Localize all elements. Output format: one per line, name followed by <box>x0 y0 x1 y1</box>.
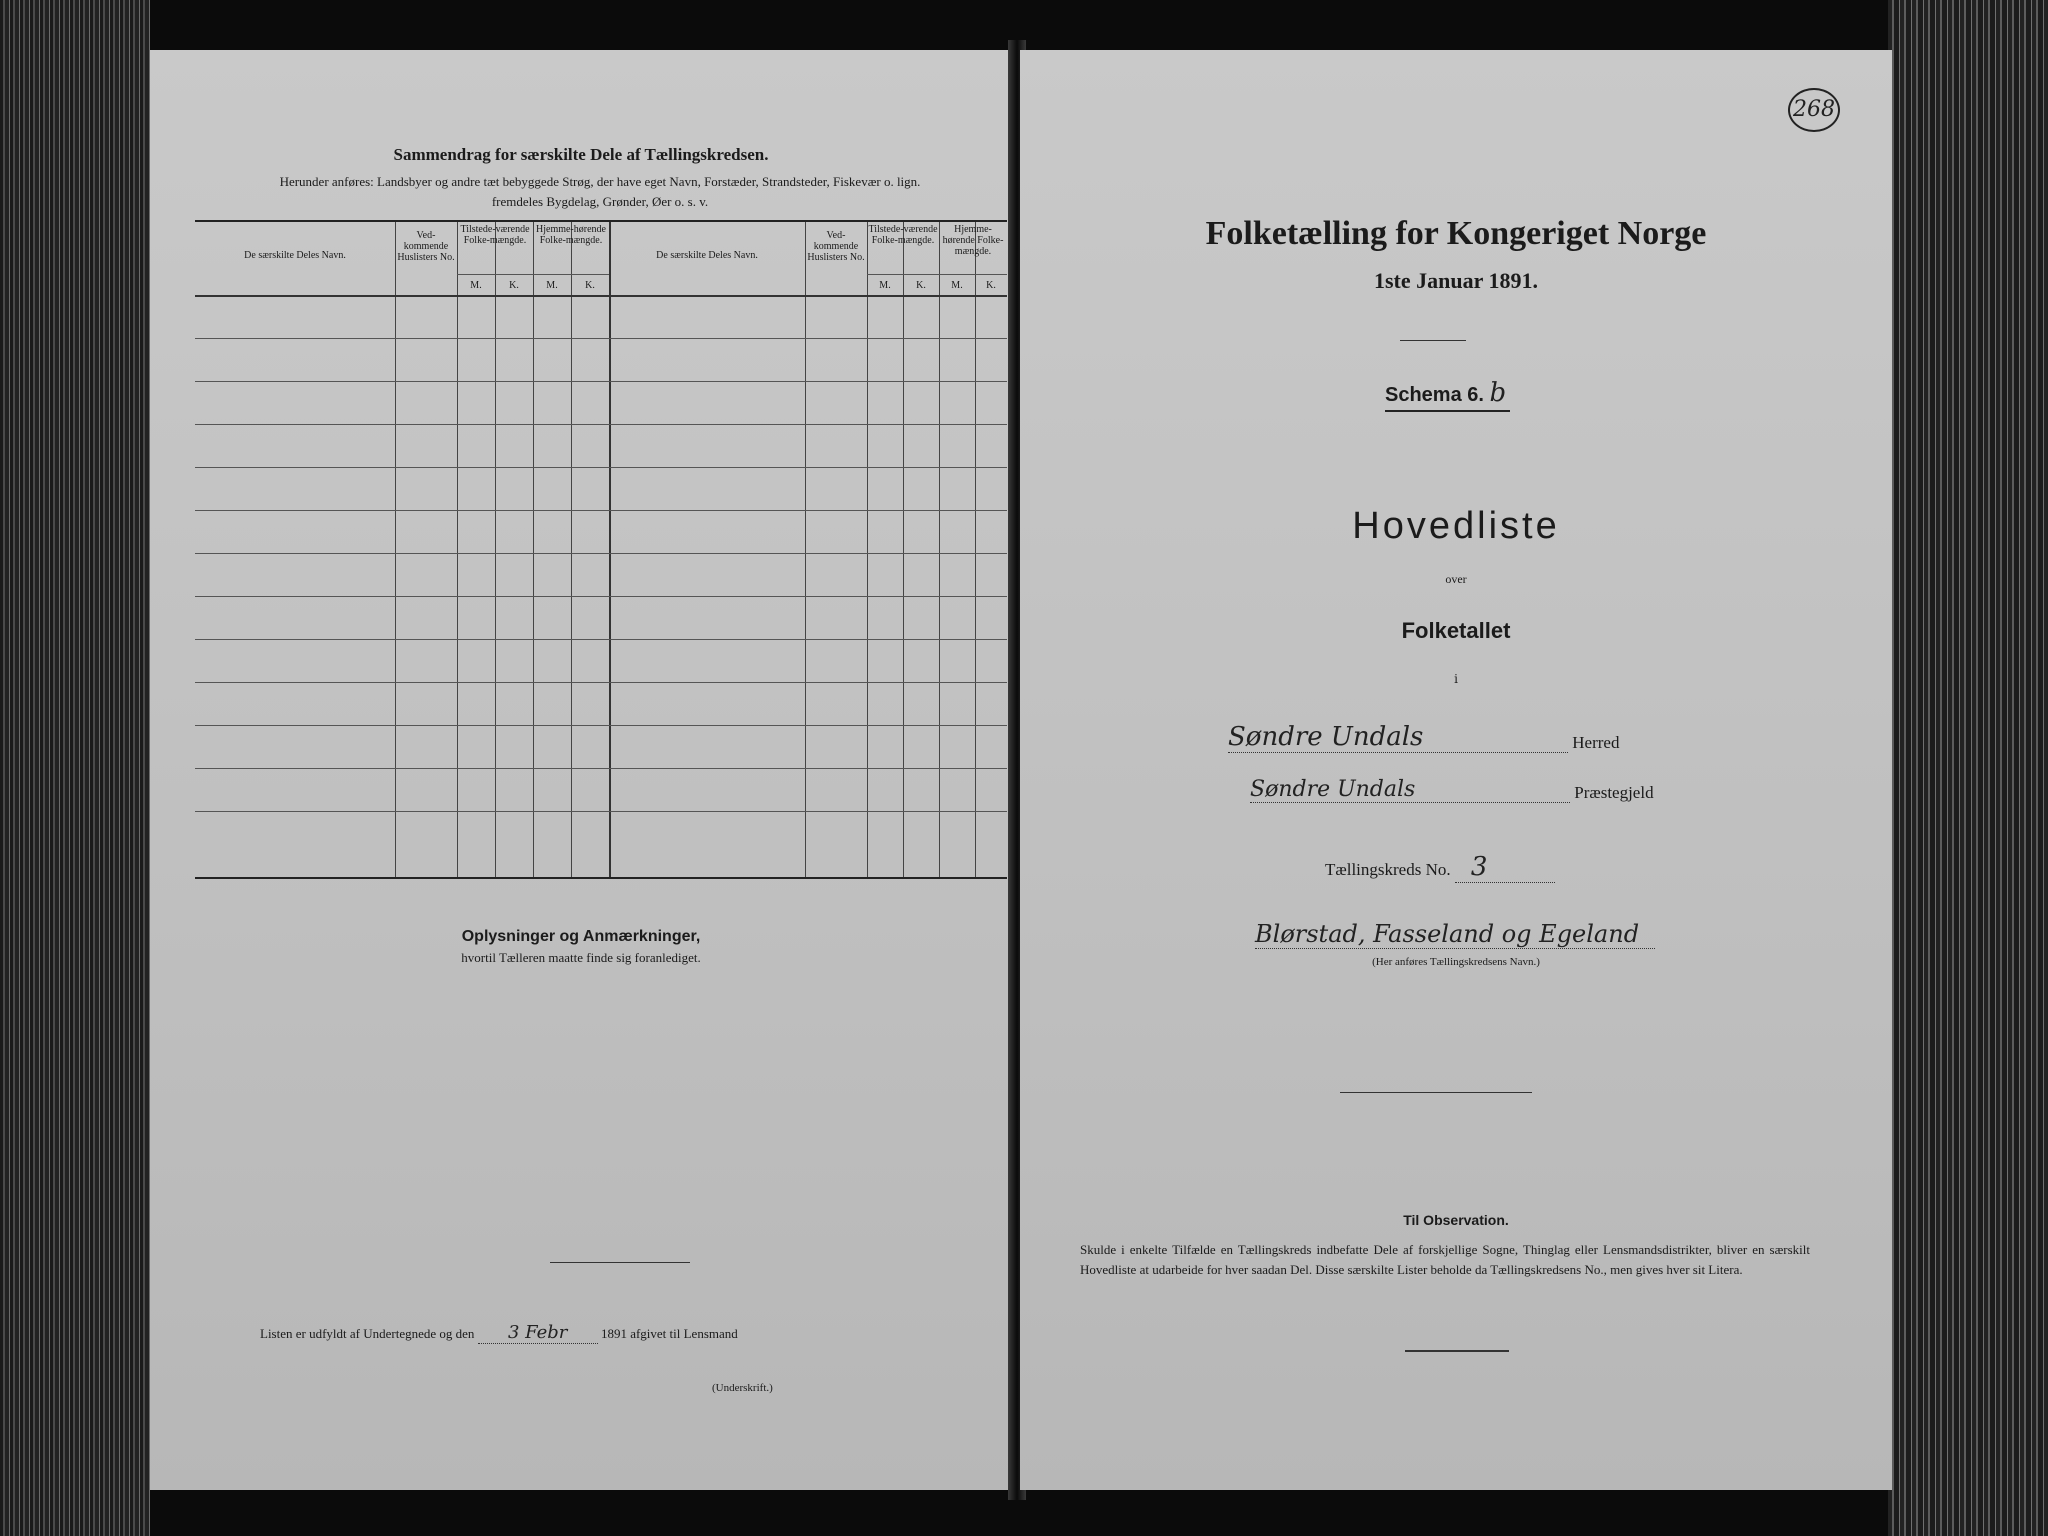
table-row <box>195 596 1007 597</box>
kreds-name-field <box>1255 920 1655 949</box>
table-row <box>195 639 1007 640</box>
header-tilstede: Tilstede-værende Folke-mængde. <box>868 224 938 246</box>
footer-date: 3 Febr <box>507 1322 568 1343</box>
table-row <box>195 424 1007 425</box>
herred-line <box>1228 722 1668 753</box>
kreds-field <box>1455 852 1555 883</box>
schema-suffix: b <box>1489 378 1507 408</box>
header-m: M. <box>879 280 891 291</box>
summary-subtitle <box>200 172 1000 212</box>
table-col-divider <box>805 222 806 877</box>
header-k: K. <box>986 280 996 291</box>
header-huslister: Ved-kommende Huslisters No. <box>807 230 865 263</box>
table-row <box>195 553 1007 554</box>
summary-title: Sammendrag for særskilte Dele af Tællingskredsen. <box>393 145 769 164</box>
table-row <box>195 682 1007 683</box>
footer-line <box>260 1322 980 1344</box>
i-text: i <box>1454 672 1458 686</box>
page-number <box>1788 88 1840 132</box>
table-row <box>195 811 1007 812</box>
header-m: M. <box>546 280 558 291</box>
herred-label: Herred <box>1572 733 1620 752</box>
summary-subtitle-line1: Herunder anføres: Landsbyer og andre tæt bebyggede Strøg, der have eget Navn, Forstæder, Strandsteder, Fiskevær o. lign. <box>279 174 921 189</box>
notes-subtitle: hvortil Tælleren maatte finde sig foranlediget. <box>461 950 701 965</box>
kreds-line <box>1325 852 1555 883</box>
header-tilstede: Tilstede-værende Folke-mængde. <box>460 224 530 246</box>
subheader-rule <box>457 274 609 275</box>
prestegjeld-value: Søndre Undals <box>1250 777 1416 802</box>
table-col-divider <box>533 222 534 877</box>
table-row <box>195 725 1007 726</box>
observation-text: Skulde i enkelte Tilfælde en Tællingskreds indbefatte Dele af forskjellige Sogne, Thinglag eller Lensmandsdistrikter, bliver en særskilt Hovedliste at udarbeide for hver saadan Del. Disse særskilte Lister beholde da Tællingskredsens No., men gives hver sit Litera. <box>1080 1242 1810 1277</box>
summary-table <box>195 220 1007 879</box>
header-name: De særskilte Deles Navn. <box>244 250 346 261</box>
signature-caption: (Underskrift.) <box>712 1382 773 1394</box>
header-m: M. <box>951 280 963 291</box>
table-row <box>195 510 1007 511</box>
table-col-divider <box>867 222 868 877</box>
header-hjemme: Hjemme-hørende Folke-mængde. <box>942 224 1004 257</box>
notes-title: Oplysninger og Anmærkninger, <box>461 928 701 945</box>
subheader-rule <box>867 274 1007 275</box>
table-col-divider <box>457 222 458 877</box>
book-edge-left <box>0 0 150 1536</box>
table-row <box>195 467 1007 468</box>
separator-rule <box>1400 340 1466 341</box>
herred-value: Søndre Undals <box>1228 722 1424 752</box>
herred-field <box>1228 722 1568 753</box>
table-row <box>195 768 1007 769</box>
folketallet-heading: Folketallet <box>1401 618 1511 643</box>
table-col-divider-center <box>609 222 611 877</box>
header-name: De særskilte Deles Navn. <box>656 250 758 261</box>
schema-label <box>1385 378 1510 412</box>
header-k: K. <box>916 280 926 291</box>
kreds-value: 3 <box>1470 852 1488 882</box>
page-number-text: 268 <box>1793 97 1835 122</box>
book-edge-right <box>1888 0 2048 1536</box>
footer-date-field <box>478 1322 598 1344</box>
hovedliste-heading: Hovedliste <box>1352 505 1560 547</box>
table-col-divider <box>903 222 904 877</box>
left-page-content <box>150 50 1012 1490</box>
prestegjeld-line <box>1250 776 1690 803</box>
census-date: 1ste Januar 1891. <box>1374 268 1538 293</box>
kreds-label: Tællingskreds No. <box>1325 860 1451 879</box>
observation-title: Til Observation. <box>1403 1212 1509 1228</box>
kreds-caption: (Her anføres Tællingskredsens Navn.) <box>1372 956 1540 968</box>
summary-subtitle-line2: fremdeles Bygdelag, Grønder, Øer o. s. v. <box>491 194 709 209</box>
footer-prefix: Listen er udfyldt af Undertegnede og den <box>260 1326 475 1341</box>
header-k: K. <box>585 280 595 291</box>
prestegjeld-field <box>1250 776 1570 803</box>
schema-text: Schema 6. <box>1385 384 1484 406</box>
header-hjemme: Hjemme-hørende Folke-mængde. <box>536 224 606 246</box>
prestegjeld-label: Præstegjeld <box>1574 783 1654 802</box>
separator-rule <box>1405 1350 1509 1352</box>
census-title: Folketælling for Kongeriget Norge <box>1205 215 1707 252</box>
header-m: M. <box>470 280 482 291</box>
over-text: over <box>1445 572 1467 586</box>
header-huslister: Ved-kommende Huslisters No. <box>397 230 455 263</box>
header-k: K. <box>509 280 519 291</box>
table-row <box>195 338 1007 339</box>
table-col-divider <box>975 222 976 877</box>
footer-suffix: 1891 afgivet til Lensmand <box>600 1326 738 1341</box>
table-row <box>195 381 1007 382</box>
table-col-divider <box>571 222 572 877</box>
table-col-divider <box>395 222 396 877</box>
table-col-divider <box>939 222 940 877</box>
header-bottom-rule <box>195 295 1007 297</box>
table-col-divider <box>495 222 496 877</box>
separator-rule <box>550 1262 690 1263</box>
separator-rule <box>1340 1092 1532 1093</box>
kreds-name: Blørstad, Fasseland og Egeland <box>1255 920 1640 948</box>
